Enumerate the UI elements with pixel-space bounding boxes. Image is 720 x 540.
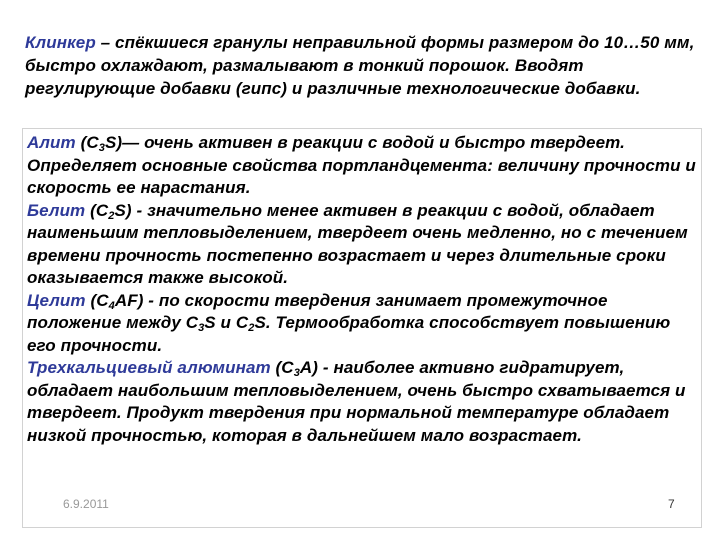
formula-subscript: 3 — [98, 142, 105, 154]
formula-open: (C — [270, 358, 294, 377]
formula-open: (C — [85, 290, 109, 310]
formula-close: A) — [299, 358, 319, 377]
page-number: 7 — [668, 497, 675, 511]
formula-subscript: 3 — [198, 322, 205, 334]
formula-close: AF) — [114, 290, 144, 310]
term-belite: Белит — [27, 200, 86, 220]
formula-subscript: 2 — [248, 322, 255, 334]
formula-open: (C — [75, 133, 99, 152]
mineral-celite — [27, 290, 702, 358]
footer-date: 6.9.2011 — [63, 497, 109, 511]
mineral-description: — очень активен в реакции с водой и быстро твердеет. Определяет основные свойства портландцемента: величину прочности и скорость ее нарастания. — [27, 133, 696, 197]
mineral-description-c: S. Термообработка способствует повышению его прочности. — [27, 313, 671, 355]
formula-open: (C — [85, 200, 109, 220]
term-tricalcium-aluminate: Трехкальциевый алюминат — [27, 358, 271, 377]
mineral-alite — [27, 132, 702, 200]
mineral-description: - наиболее активно гидратирует, обладает наибольшим тепловыделением, очень быстро схватывается и твердеет. Продукт твердения при нормальной температуре обладает низкой прочностью, которая в дальнейшем мало возрастает. — [27, 358, 686, 445]
formula-subscript: 2 — [108, 209, 115, 222]
mineral-description: - значительно менее активен в реакции с водой, обладает наименьшим тепловыделением, твердеет очень медленно, но с течением времени прочность постепенно возрастает и через длительные сроки оказывается также высокой. — [27, 200, 688, 287]
minerals-list — [27, 132, 702, 447]
formula-close: S) — [114, 200, 132, 220]
term-alite: Алит — [27, 133, 76, 152]
intro-paragraph — [25, 31, 705, 100]
term-clinker: Клинкер — [25, 33, 96, 52]
mineral-belite — [27, 200, 702, 290]
mineral-tricalcium-aluminate — [27, 357, 702, 447]
intro-text: – спёкшиеся гранулы неправильной формы размером до 10…50 мм, быстро охлаждают, размалывают в тонкий порошок. Вводят регулирующие добавки (гипс) и различные технологические добавки. — [25, 33, 695, 98]
formula-subscript: 3 — [293, 367, 300, 379]
formula-subscript: 4 — [108, 299, 115, 312]
mineral-description-b: S и C — [204, 313, 249, 332]
mineral-description-a: - по скорости твердения занимает промежуточное положение между C — [27, 290, 608, 332]
formula-close: S) — [104, 133, 123, 152]
term-celite: Целит — [27, 290, 86, 310]
